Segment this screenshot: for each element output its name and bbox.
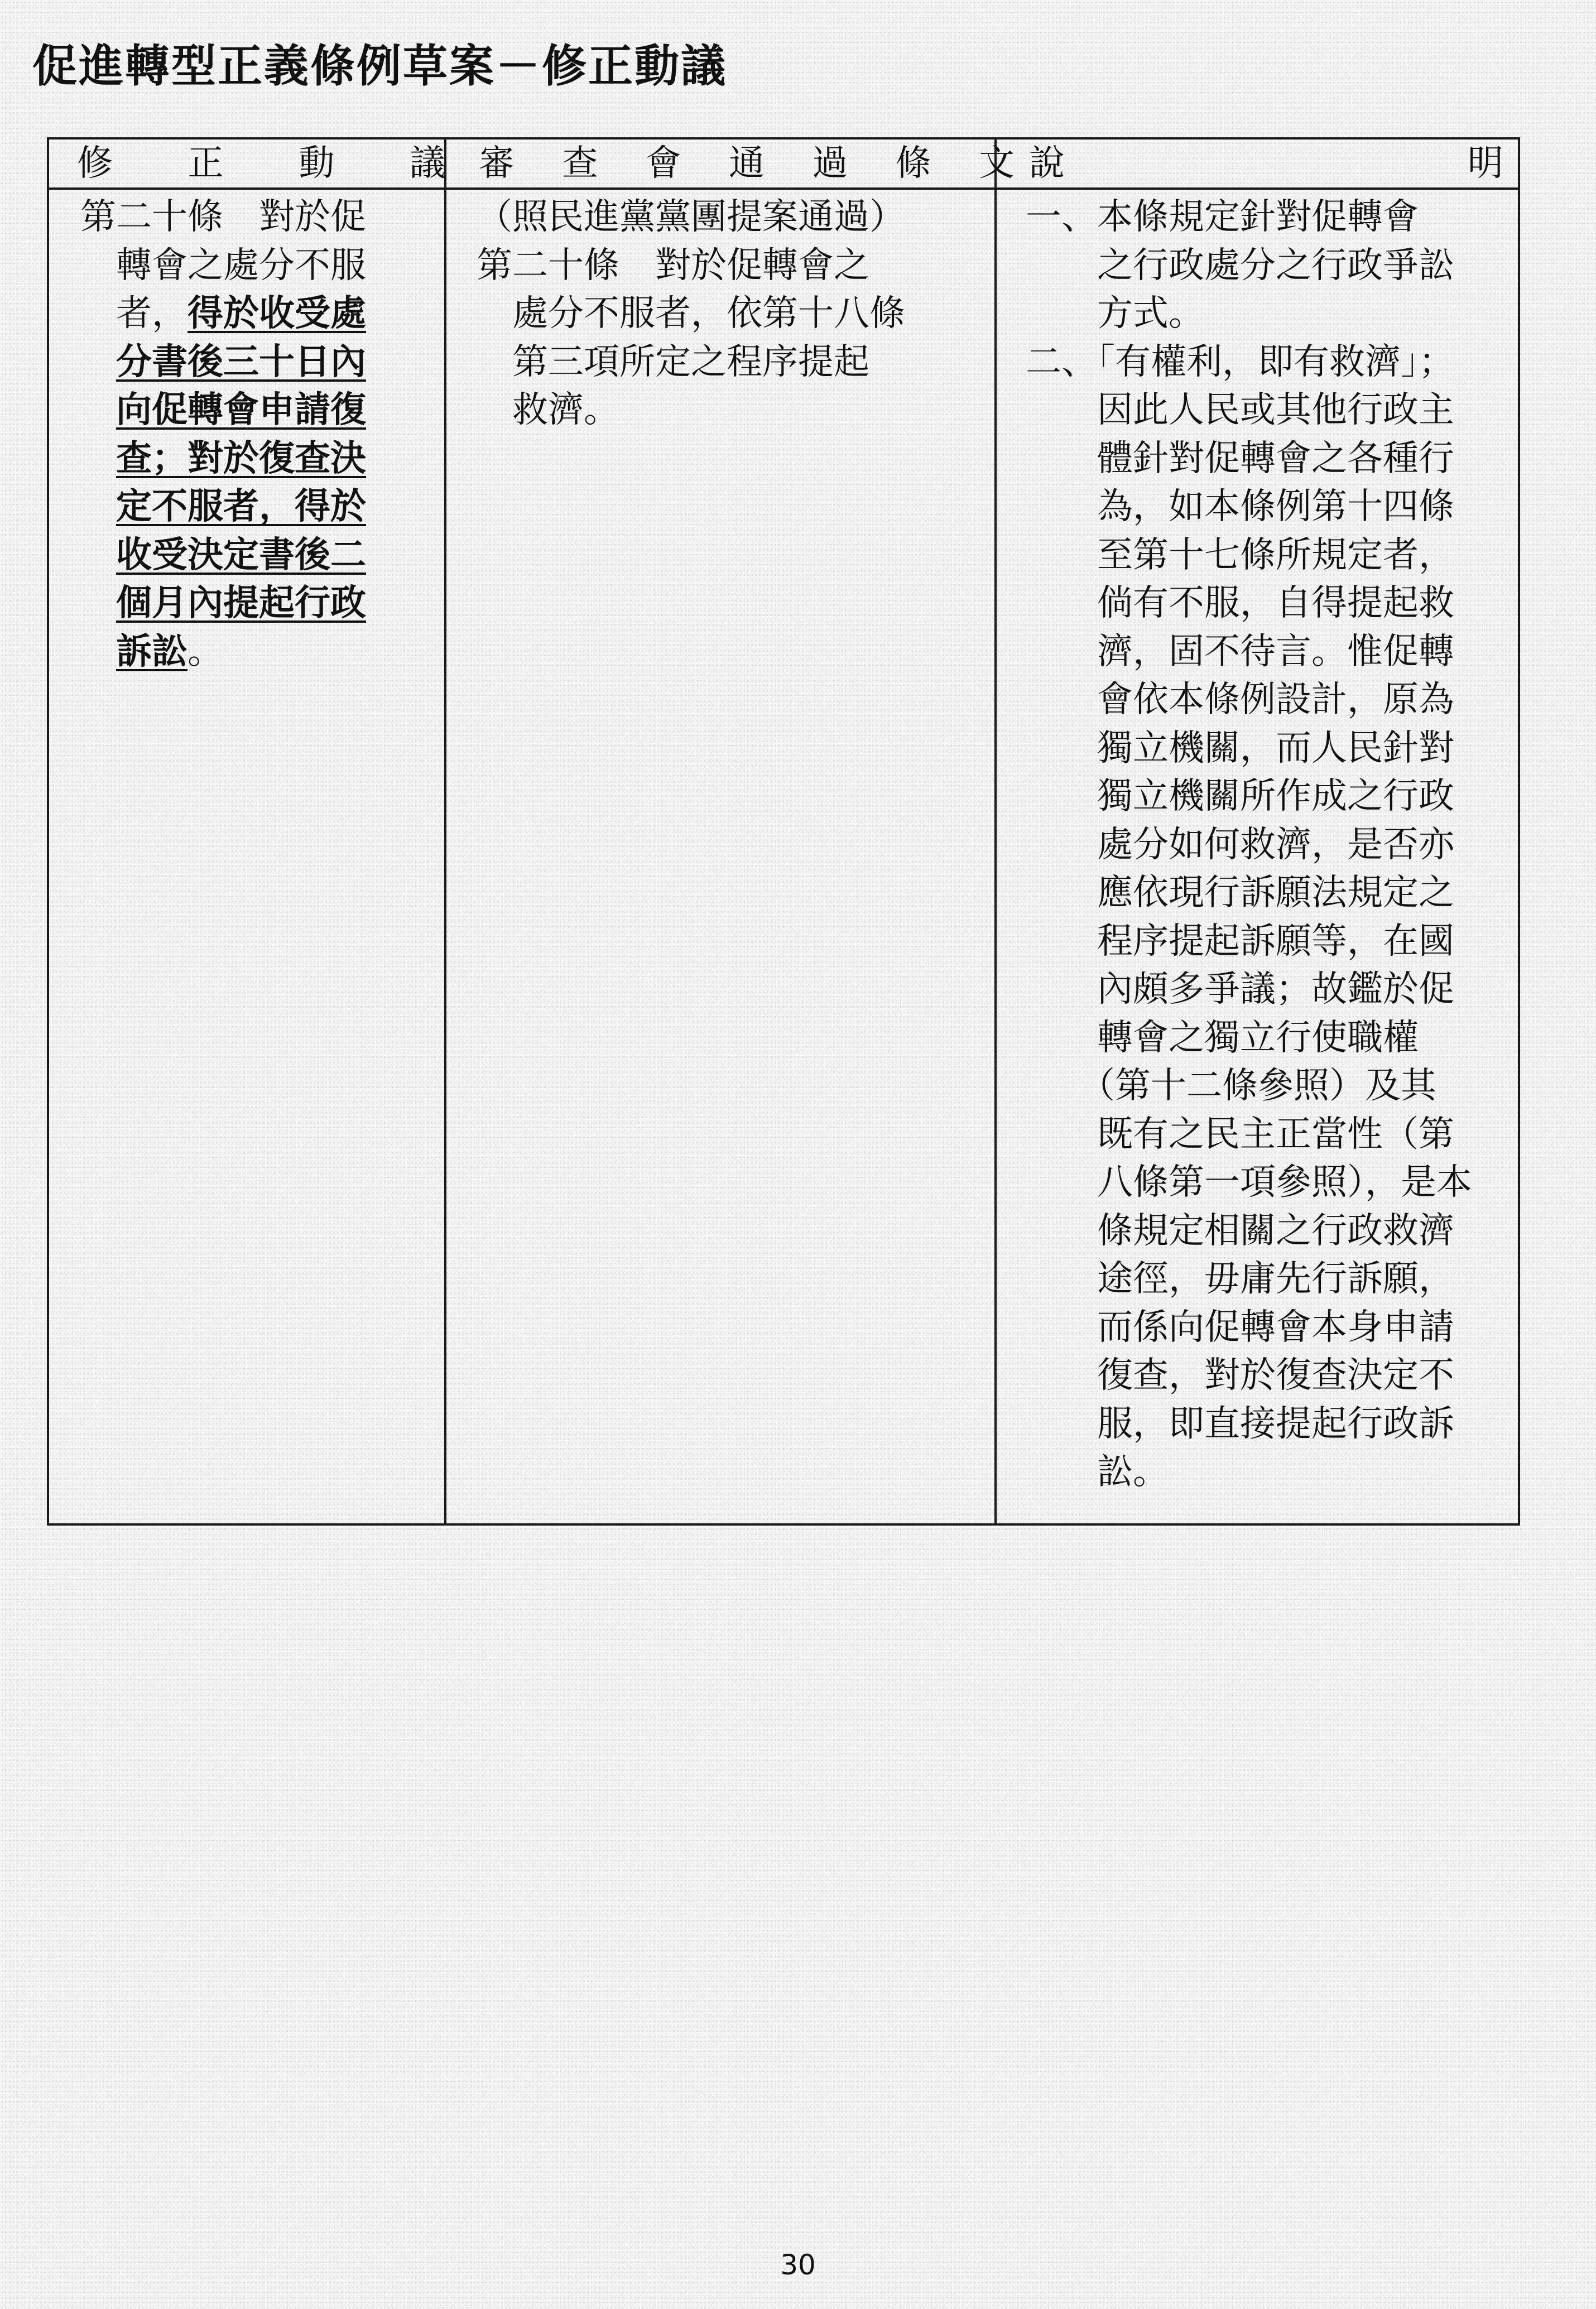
explanation-line: 轉會之獨立行使職權 <box>1026 1017 1419 1059</box>
committee-text-cell <box>477 193 1029 435</box>
explanation-line: 會依本條例設計，原為 <box>1026 679 1454 720</box>
explanation-line: 八條第一項參照），是本 <box>1026 1162 1472 1203</box>
explanation-line: 復查，對於復查決定不 <box>1026 1355 1454 1396</box>
explanation-line: 因此人民或其他行政主 <box>1026 389 1454 431</box>
explanation-line: 獨立機關，而人民針對 <box>1026 727 1454 769</box>
explanation-line: 濟，固不待言。惟促轉 <box>1026 631 1454 672</box>
explanation-line: 既有之民主正當性（第 <box>1026 1113 1454 1155</box>
committee-line: 救濟。 <box>477 389 619 431</box>
explanation-line: 方式。 <box>1026 293 1204 334</box>
amendment-cell <box>80 193 449 676</box>
comparison-table <box>47 137 1520 1526</box>
explanation-line: 條規定相關之行政救濟 <box>1026 1210 1454 1252</box>
explanation-line: 至第十七條所規定者， <box>1026 534 1454 576</box>
amendment-line: 向促轉會申請復 <box>116 389 366 431</box>
explanation-cell <box>1026 193 1528 1497</box>
explanation-line: 獨立機關所作成之行政 <box>1026 776 1454 817</box>
amendment-line: 者，得於收受處 <box>80 292 366 334</box>
explanation-line: 之行政處分之行政爭訟 <box>1026 244 1454 286</box>
amendment-line: 查；對於復查決 <box>116 437 366 479</box>
explanation-line: 一、本條規定針對促轉會 <box>1026 196 1419 238</box>
explanation-line: （第十二條參照）及其 <box>1026 1065 1436 1107</box>
explanation-line: 而係向促轉會本身申請 <box>1026 1306 1454 1348</box>
amendment-line: 定不服者，得於 <box>116 485 366 527</box>
committee-line: 第三項所定之程序提起 <box>477 341 869 383</box>
explanation-line: 體針對促轉會之各種行 <box>1026 437 1454 479</box>
explanation-line: 為，如本條例第十四條 <box>1026 486 1454 527</box>
amendment-line: 訴訟。 <box>116 630 223 672</box>
explanation-line: 內頗多爭議；故鑑於促 <box>1026 969 1454 1010</box>
explanation-line: 處分如何救濟，是否亦 <box>1026 824 1454 865</box>
committee-line: 第二十條 對於促轉會之 <box>477 244 869 286</box>
page-number: 30 <box>780 2249 816 2281</box>
explanation-line: 訟。 <box>1026 1451 1169 1493</box>
header-explanation: 說 明 <box>1029 143 1503 184</box>
explanation-line: 倘有不服，自得提起救 <box>1026 583 1454 624</box>
explanation-line: 服，即直接提起行政訴 <box>1026 1403 1454 1445</box>
amendment-line: 轉會之處分不服 <box>80 244 366 286</box>
committee-line: （照民進黨黨團提案通過） <box>477 196 905 238</box>
explanation-line: 程序提起訴願等，在國 <box>1026 920 1454 962</box>
header-committee-text: 審 查 會 通 過 條 文 <box>479 143 1015 184</box>
header-divider <box>49 187 1518 190</box>
document-title: 促進轉型正義條例草案－修正動議 <box>32 40 727 92</box>
amendment-line: 個月內提起行政 <box>116 582 366 624</box>
explanation-line: 二、「有權利，即有救濟」； <box>1026 341 1454 383</box>
explanation-line: 應依現行訴願法規定之 <box>1026 872 1454 913</box>
amendment-line: 收受決定書後二 <box>116 533 366 576</box>
amendment-line: 第二十條 對於促 <box>80 196 366 238</box>
amendment-line: 分書後三十日內 <box>116 340 366 383</box>
committee-line: 處分不服者，依第十八條 <box>477 293 905 334</box>
explanation-line: 途徑，毋庸先行訴願， <box>1026 1258 1454 1300</box>
header-amendment: 修 正 動 議 <box>77 143 445 184</box>
